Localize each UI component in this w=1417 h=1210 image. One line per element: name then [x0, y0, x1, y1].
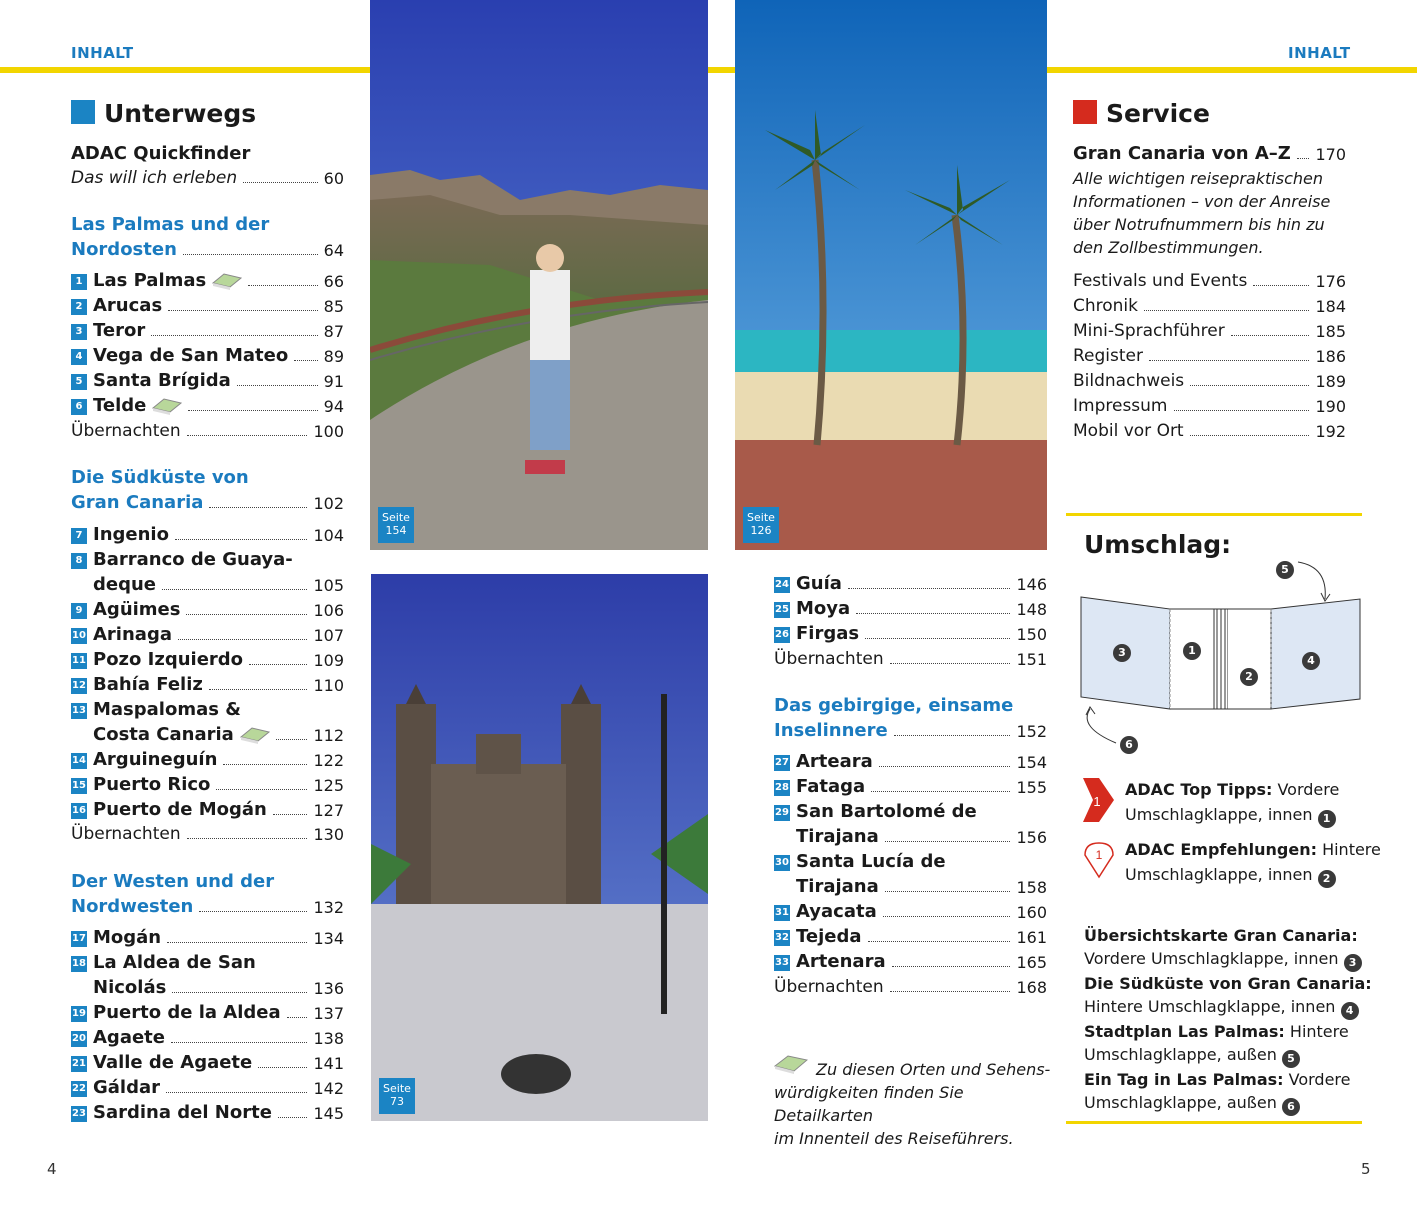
- toc-page: 154: [1016, 753, 1047, 772]
- toc-label: Puerto de Mogán: [93, 799, 267, 820]
- toc-entry[interactable]: [774, 598, 1047, 619]
- toc-label: Das will ich erleben: [71, 168, 238, 188]
- toc-entry-line[interactable]: [71, 549, 293, 570]
- toc-page: 125: [313, 776, 344, 795]
- toc-entry[interactable]: [71, 320, 344, 341]
- toc-page: 100: [313, 422, 344, 441]
- toc-label: San Bartolomé de: [796, 801, 977, 822]
- unterwegs-square-icon: [71, 100, 95, 124]
- toc-label: Übernachten: [71, 824, 181, 844]
- entry-number-badge: 3: [71, 324, 87, 340]
- toc-entry[interactable]: [71, 774, 344, 795]
- entry-number-badge: 15: [71, 778, 87, 794]
- toc-service-entry[interactable]: [1073, 296, 1346, 316]
- a-z-description: Alle wichtigen reisepraktischen Informationen – von der Anreise über Notrufnummern bis hin zu den Zollbestimmungen.: [1073, 169, 1331, 257]
- toc-page: 151: [1016, 650, 1047, 669]
- toc-page: 109: [313, 651, 344, 670]
- region-heading: Das gebirgige, einsame: [774, 695, 1014, 716]
- toc-entry[interactable]: [93, 574, 344, 595]
- toc-page: 60: [323, 169, 344, 188]
- toc-entry[interactable]: [71, 1077, 344, 1098]
- toc-service-entry[interactable]: [1073, 271, 1346, 291]
- toc-label: Ayacata: [796, 901, 877, 922]
- header-rule-left: [0, 67, 370, 73]
- entry-number-badge: 10: [71, 628, 87, 644]
- toc-label: Ingenio: [93, 524, 169, 545]
- toc-entry-line[interactable]: [71, 952, 256, 973]
- photo-mountain-viewpoint: [370, 0, 708, 550]
- header-rule-right: [1047, 67, 1417, 73]
- entry-number-badge: 22: [71, 1081, 87, 1097]
- entry-number-badge: 29: [774, 805, 790, 821]
- toc-label: Nicolás: [93, 977, 167, 998]
- entry-number-badge: 32: [774, 930, 790, 946]
- cover-part-number: 6: [1120, 736, 1138, 754]
- entry-number-badge: 8: [71, 553, 87, 569]
- toc-label: Santa Lucía de: [796, 851, 946, 872]
- toc-page: 102: [313, 494, 344, 513]
- entry-number-badge: 33: [774, 955, 790, 971]
- maps-list: Übersichtskarte Gran Canaria: Vordere Umschlagklappe, innen 3 Die Südküste von Gran Canaria: Hintere Umschlagklappe, innen 4 Stadtplan Las Palmas: Hintere Umschlagklappe, außen 5 Ein Tag in Las Palmas: Vordere Umschlagklappe, außen 6: [1084, 924, 1372, 1116]
- toc-page: 94: [323, 397, 344, 416]
- toc-entry[interactable]: [71, 395, 344, 416]
- detail-map-icon: [212, 271, 242, 291]
- toc-service-entry[interactable]: [1073, 321, 1346, 341]
- toc-entry-line[interactable]: [71, 699, 241, 720]
- toc-page: 152: [1016, 722, 1047, 741]
- toc-entry[interactable]: [71, 1002, 344, 1023]
- toc-label: Artenara: [796, 951, 886, 972]
- toc-label: Las Palmas: [93, 270, 207, 291]
- toc-label: Santa Brígida: [93, 370, 231, 391]
- toc-label: Firgas: [796, 623, 860, 644]
- toc-page: 150: [1016, 625, 1047, 644]
- toc-entry[interactable]: [71, 927, 344, 948]
- header-rule-mid: [708, 67, 735, 73]
- toc-page: 136: [313, 979, 344, 998]
- toc-entry[interactable]: [71, 1027, 344, 1048]
- toc-label: Agaete: [93, 1027, 165, 1048]
- header-right: INHALT: [1288, 44, 1351, 62]
- entry-number-badge: 27: [774, 755, 790, 771]
- toc-entry[interactable]: [774, 926, 1047, 947]
- entry-number-badge: 12: [71, 678, 87, 694]
- toc-label: Nordwesten: [71, 896, 194, 917]
- toc-entry[interactable]: [93, 977, 344, 998]
- entry-number-badge: 26: [774, 627, 790, 643]
- toc-label: Tirajana: [796, 826, 879, 847]
- toc-label: Sardina del Norte: [93, 1102, 272, 1123]
- entry-number-badge: 13: [71, 703, 87, 719]
- toc-label: Arguineguín: [93, 749, 218, 770]
- toc-entry[interactable]: [71, 370, 344, 391]
- toc-entry[interactable]: [774, 776, 1047, 797]
- toc-label: Bildnachweis: [1073, 371, 1185, 391]
- service-title: Service: [1106, 99, 1210, 128]
- toc-page: 186: [1315, 347, 1346, 366]
- toc-page: 110: [313, 676, 344, 695]
- toc-page: 132: [313, 898, 344, 917]
- toc-entry[interactable]: [774, 623, 1047, 644]
- toc-label: Telde: [93, 395, 147, 416]
- page-number-right: 5: [1361, 1160, 1371, 1178]
- toc-page: 112: [313, 726, 344, 745]
- toc-entry[interactable]: [71, 649, 344, 670]
- entry-number-badge: 18: [71, 956, 87, 972]
- toc-label: Vega de San Mateo: [93, 345, 289, 366]
- empfehlung-icon: [1083, 841, 1115, 879]
- toc-entry[interactable]: [71, 345, 344, 366]
- toc-label: Mobil vor Ort: [1073, 421, 1184, 441]
- region-heading: Die Südküste von: [71, 467, 249, 488]
- top-tipp-icon: [1083, 778, 1115, 822]
- entry-number-badge: 6: [71, 399, 87, 415]
- entry-number-badge: 2: [71, 299, 87, 315]
- entry-number-badge: 24: [774, 577, 790, 593]
- toc-page: 192: [1315, 422, 1346, 441]
- toc-entry[interactable]: [71, 270, 344, 291]
- toc-page: 91: [323, 372, 344, 391]
- toc-label: Guía: [796, 573, 842, 594]
- entry-number-badge: 5: [71, 374, 87, 390]
- toc-label: Arucas: [93, 295, 163, 316]
- toc-entry[interactable]: [774, 573, 1047, 594]
- entry-number-badge: 31: [774, 905, 790, 921]
- toc-label: Gáldar: [93, 1077, 160, 1098]
- cover-part-number: 5: [1276, 561, 1294, 579]
- toc-region-inselinnere[interactable]: [774, 720, 1047, 741]
- toc-uebernachten[interactable]: [774, 977, 1047, 997]
- entry-number-badge: 30: [774, 855, 790, 871]
- toc-label: Inselinnere: [774, 720, 888, 741]
- toc-entry[interactable]: [774, 751, 1047, 772]
- svg-text:1: 1: [1095, 848, 1103, 862]
- entry-number-badge: 28: [774, 780, 790, 796]
- toc-label: Mogán: [93, 927, 162, 948]
- entry-number-badge: 23: [71, 1106, 87, 1122]
- photo-cathedral: [371, 574, 708, 1121]
- toc-page: 89: [323, 347, 344, 366]
- toc-page: 106: [313, 601, 344, 620]
- header-left: INHALT: [71, 44, 134, 62]
- toc-page: 87: [323, 322, 344, 341]
- unterwegs-title: Unterwegs: [104, 99, 257, 128]
- toc-label: Valle de Agaete: [93, 1052, 253, 1073]
- umschlag-rule-top: [1066, 513, 1362, 516]
- region-heading: Las Palmas und der: [71, 214, 270, 235]
- entry-number-badge: 9: [71, 603, 87, 619]
- entry-number-badge: 25: [774, 602, 790, 618]
- toc-uebernachten[interactable]: [71, 421, 344, 441]
- toc-entry[interactable]: [774, 901, 1047, 922]
- toc-entry[interactable]: [796, 876, 1047, 897]
- toc-page: 141: [313, 1054, 344, 1073]
- page-ref-badge: Seite 154: [378, 507, 414, 543]
- toc-service-entry[interactable]: [1073, 421, 1346, 441]
- toc-label: Maspalomas &: [93, 699, 241, 720]
- entry-number-badge: 21: [71, 1056, 87, 1072]
- toc-page: 165: [1016, 953, 1047, 972]
- toc-page: 66: [323, 272, 344, 291]
- photo-beach-palms: [735, 0, 1047, 550]
- toc-entry[interactable]: [71, 674, 344, 695]
- entry-number-badge: 7: [71, 528, 87, 544]
- toc-page: 189: [1315, 372, 1346, 391]
- toc-service-entry[interactable]: [1073, 371, 1346, 391]
- detail-map-note: Zu diesen Orten und Sehens- würdigkeiten finden Sie Detailkarten im Innenteil des Reiseführers.: [774, 1060, 1051, 1148]
- toc-label: Impressum: [1073, 396, 1168, 416]
- toc-page: 146: [1016, 575, 1047, 594]
- svg-text:1: 1: [1093, 794, 1101, 809]
- toc-page: 134: [313, 929, 344, 948]
- toc-quickfinder[interactable]: [71, 168, 344, 188]
- page-number-left: 4: [47, 1160, 57, 1178]
- entry-number-badge: 19: [71, 1006, 87, 1022]
- toc-label: Übernachten: [774, 649, 884, 669]
- toc-region-suedkueste[interactable]: [71, 492, 344, 513]
- toc-entry[interactable]: [71, 1102, 344, 1123]
- toc-label: Übernachten: [774, 977, 884, 997]
- toc-page: 105: [313, 576, 344, 595]
- toc-label: Agüimes: [93, 599, 181, 620]
- toc-label: Arinaga: [93, 624, 172, 645]
- toc-entry[interactable]: [71, 799, 344, 820]
- toc-page: 170: [1315, 145, 1346, 164]
- toc-page: 137: [313, 1004, 344, 1023]
- toc-a-z[interactable]: [1073, 143, 1346, 164]
- entry-number-badge: 14: [71, 753, 87, 769]
- toc-entry[interactable]: [774, 951, 1047, 972]
- toc-page: 107: [313, 626, 344, 645]
- toc-entry[interactable]: [71, 749, 344, 770]
- toc-entry-line[interactable]: [774, 801, 977, 822]
- toc-page: 138: [313, 1029, 344, 1048]
- toc-label: Puerto de la Aldea: [93, 1002, 281, 1023]
- toc-label: Gran Canaria von A–Z: [1073, 143, 1291, 164]
- detail-map-icon: [240, 725, 270, 745]
- toc-page: 127: [313, 801, 344, 820]
- toc-region-westen[interactable]: [71, 896, 344, 917]
- page-ref-badge: Seite 73: [379, 1078, 415, 1114]
- toc-label: Tirajana: [796, 876, 879, 897]
- toc-label: La Aldea de San: [93, 952, 256, 973]
- toc-entry[interactable]: [93, 724, 344, 745]
- toc-label: Nordosten: [71, 239, 177, 260]
- toc-label: Gran Canaria: [71, 492, 204, 513]
- cover-part-number: 3: [1113, 644, 1131, 662]
- toc-page: 148: [1016, 600, 1047, 619]
- toc-label: Festivals und Events: [1073, 271, 1248, 291]
- toc-page: 145: [313, 1104, 344, 1123]
- toc-page: 155: [1016, 778, 1047, 797]
- toc-label: Arteara: [796, 751, 873, 772]
- toc-label: Register: [1073, 346, 1143, 366]
- region-heading: Der Westen und der: [71, 871, 275, 892]
- umschlag-title: Umschlag:: [1084, 530, 1232, 559]
- toc-label: Barranco de Guaya-: [93, 549, 293, 570]
- toc-label: deque: [93, 574, 156, 595]
- toc-page: 161: [1016, 928, 1047, 947]
- toc-uebernachten[interactable]: [71, 824, 344, 844]
- toc-entry[interactable]: [71, 599, 344, 620]
- toc-page: 104: [313, 526, 344, 545]
- toc-entry[interactable]: [71, 624, 344, 645]
- toc-page: 176: [1315, 272, 1346, 291]
- toc-page: 185: [1315, 322, 1346, 341]
- toc-entry[interactable]: [796, 826, 1047, 847]
- top-tipps-text: ADAC Top Tipps: Vordere Umschlagklappe, innen 1: [1125, 777, 1339, 828]
- quickfinder-title: ADAC Quickfinder: [71, 143, 251, 164]
- toc-label: Puerto Rico: [93, 774, 211, 795]
- entry-number-badge: 11: [71, 653, 87, 669]
- toc-page: 85: [323, 297, 344, 316]
- toc-page: 160: [1016, 903, 1047, 922]
- toc-label: Teror: [93, 320, 146, 341]
- entry-number-badge: 17: [71, 931, 87, 947]
- toc-page: 64: [323, 241, 344, 260]
- entry-number-badge: 1: [71, 274, 87, 290]
- entry-number-badge: 4: [71, 349, 87, 365]
- toc-label: Bahía Feliz: [93, 674, 203, 695]
- service-square-icon: [1073, 100, 1097, 124]
- toc-entry[interactable]: [71, 1052, 344, 1073]
- toc-page: 122: [313, 751, 344, 770]
- toc-page: 156: [1016, 828, 1047, 847]
- empfehlungen-text: ADAC Empfehlungen: Hintere Umschlagklappe, innen 2: [1125, 837, 1381, 888]
- detail-map-icon: [152, 396, 182, 416]
- cover-part-number: 2: [1240, 668, 1258, 686]
- toc-service-entry[interactable]: [1073, 346, 1346, 366]
- page-ref-badge: Seite 126: [743, 507, 779, 543]
- entry-number-badge: 20: [71, 1031, 87, 1047]
- toc-region-nordosten[interactable]: [71, 239, 344, 260]
- toc-label: Pozo Izquierdo: [93, 649, 244, 670]
- toc-label: Tejeda: [796, 926, 862, 947]
- toc-service-entry[interactable]: [1073, 396, 1346, 416]
- toc-label: Costa Canaria: [93, 724, 234, 745]
- entry-number-badge: 16: [71, 803, 87, 819]
- toc-label: Fataga: [796, 776, 866, 797]
- toc-label: Moya: [796, 598, 851, 619]
- toc-entry[interactable]: [71, 524, 344, 545]
- toc-label: Übernachten: [71, 421, 181, 441]
- toc-page: 142: [313, 1079, 344, 1098]
- toc-entry[interactable]: [71, 295, 344, 316]
- toc-page: 130: [313, 825, 344, 844]
- toc-page: 168: [1016, 978, 1047, 997]
- toc-page: 184: [1315, 297, 1346, 316]
- cover-part-number: 4: [1302, 652, 1320, 670]
- cover-part-number: 1: [1183, 642, 1201, 660]
- toc-uebernachten[interactable]: [774, 649, 1047, 669]
- toc-page: 158: [1016, 878, 1047, 897]
- toc-label: Chronik: [1073, 296, 1139, 316]
- umschlag-rule-bottom: [1066, 1121, 1362, 1124]
- toc-label: Mini-Sprachführer: [1073, 321, 1225, 341]
- toc-entry-line[interactable]: [774, 851, 946, 872]
- toc-page: 190: [1315, 397, 1346, 416]
